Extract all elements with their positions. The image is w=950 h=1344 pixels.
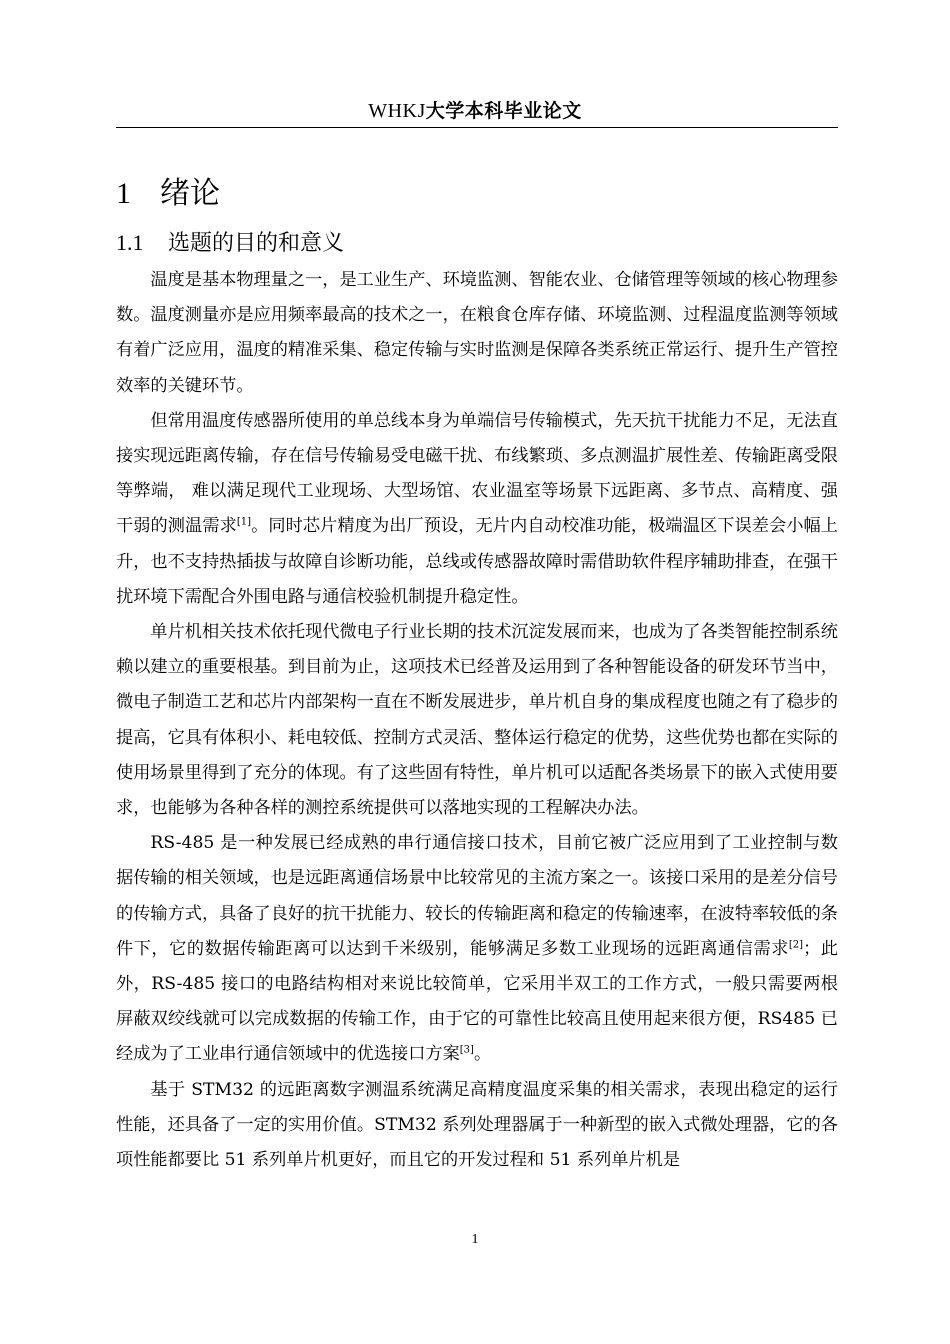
paragraph-4-part-3: 。 xyxy=(473,1044,492,1065)
header-divider xyxy=(116,127,838,128)
chapter-number: 1 xyxy=(116,177,131,210)
paragraph-1: 温度是基本物理量之一，是工业生产、环境监测、智能农业、仓储管理等领域的核心物理参数。温度测量亦是应用频率最高的技术之一，在粮食仓库存储、环境监测、过程温度监测等领域有着广泛应用，温度的精准采集、稳定传输与实时监测是保障各类系统正常运行、提升生产管控效率的关键环节。 xyxy=(116,270,838,396)
page-number: 1 xyxy=(471,1232,479,1247)
chapter-heading xyxy=(116,168,220,212)
paragraph-4-part-2: ；此外，RS-485 接口的电路结构相对来说比较简单，它采用半双工的工作方式，一般只需要两根屏蔽双绞线就可以完成数据的传输工作，由于它的可靠性比较高且使用起来很方便，RS485 已经成为了工业串行通信领域中的优选接口方案 xyxy=(116,938,838,1065)
paragraph-4 xyxy=(116,826,838,1072)
paragraph-3: 单片机相关技术依托现代微电子行业长期的技术沉淀发展而来，也成为了各类智能控制系统赖以建立的重要根基。到目前为止，这项技术已经普及运用到了各种智能设备的研发环节当中，微电子制造工艺和芯片内部架构一直在不断发展进步，单片机自身的集成程度也随之有了稳步的提高，它具有体积小、耗电较低、控制方式灵活、整体运行稳定的优势，这些优势也都在实际的使用场景里得到了充分的体现。有了这些固有特性，单片机可以适配各类场景下的嵌入式使用要求，也能够为各种各样的测控系统提供可以落地实现的工程解决办法。 xyxy=(116,622,838,819)
paragraph-2-part-2: 。同时芯片精度为出厂预设，无片内自动校准功能，极端温区下误差会小幅上升，也不支持热插拔与故障自诊断功能，总线或传感器故障时需借助软件程序辅助排查，在强干扰环境下需配合外围电路与通信校验机制提升稳定性。 xyxy=(116,516,838,607)
body-text xyxy=(116,263,838,1178)
citation-2: [2] xyxy=(788,939,804,951)
page-header xyxy=(0,96,950,123)
citation-1: [1] xyxy=(236,516,252,528)
section-title: 选题的目的和意义 xyxy=(168,231,345,256)
chapter-title: 绪论 xyxy=(160,176,220,211)
header-university-code: WHKJ xyxy=(368,100,426,122)
paragraph-4-part-1: RS-485 是一种发展已经成熟的串行通信接口技术，目前它被广泛应用到了工业控制与数据传输的相关领域，也是远距离通信场景中比较常见的主流方案之一。该接口采用的是差分信号的传输方式，具备了良好的抗干扰能力、较长的传输距离和稳定的传输速率，在波特率较低的条件下，它的数据传输距离可以达到千米级别，能够满足多数工业现场的远距离通信需求 xyxy=(116,833,838,959)
paragraph-2-part-1: 但常用温度传感器所使用的单总线本身为单端信号传输模式，先天抗干扰能力不足，无法直接实现远距离传输，存在信号传输易受电磁干扰、布线繁琐、多点测温扩展性差、传输距离受限等弊端， 难以满足现代工业现场、大型场馆、农业温室等场景下远距离、多节点、高精度、强干弱的测温需求 xyxy=(116,410,838,537)
section-heading xyxy=(116,226,344,257)
section-number: 1.1 xyxy=(116,230,144,255)
header-title: 大学本科毕业论文 xyxy=(425,100,582,122)
paragraph-5: 基于 STM32 的远距离数字测温系统满足高精度温度采集的相关需求，表现出稳定的运行性能，还具备了一定的实用价值。STM32 系列处理器属于一种新型的嵌入式微处理器，它的各项性能都要比 51 系列单片机更好，而且它的开发过程和 51 系列单片机是 xyxy=(116,1079,838,1171)
citation-3: [3] xyxy=(459,1044,474,1056)
paragraph-2 xyxy=(116,404,838,615)
